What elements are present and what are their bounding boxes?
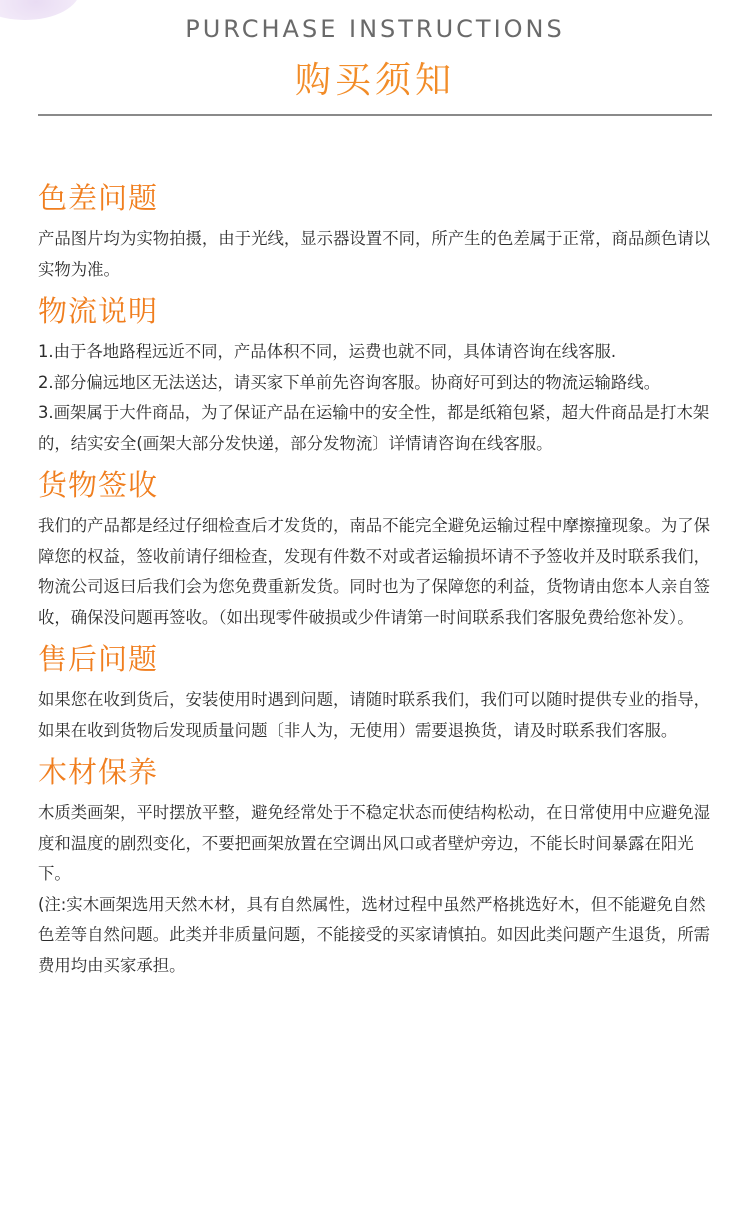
section-wood-care <box>38 752 718 981</box>
header-title-zh: 购买须知 <box>294 60 455 101</box>
section-paragraph: 木质类画架，平时摆放平整，避免经常处于不稳定状态而使结构松动，在日常使用中应避免湿度和温度的剧烈变化，不要把画架放置在空调出风口或者壁炉旁边，不能长时间暴露在阳光下。 <box>38 803 711 883</box>
section-title: 木材保养 <box>38 755 159 789</box>
section-title: 色差问题 <box>38 181 159 215</box>
section-paragraph: 1.由于各地路程远近不同，产品体积不同，运费也就不同，具体请咨询在线客服. <box>38 342 617 361</box>
section-goods-receipt <box>38 465 718 633</box>
section-paragraph: 我们的产品都是经过仔细检查后才发货的，南品不能完全避免运输过程中摩擦撞现象。为了保障您的权益，签收前请仔细检查，发现有件数不对或者运输损坏请不予签收并及时联系我们，物流公司返曰后我们会为您免费重新发货。同时也为了保障您的利益，货物请由您本人亲自签收，确保没问题再签收。（如出现零件破损或少件请第一时间联系我们客服免费给您补发）。 <box>38 516 711 627</box>
section-title: 售后问题 <box>38 642 159 676</box>
section-paragraph: 3.画架属于大件商品，为了保证产品在运输中的安全性，都是纸箱包紧，超大件商品是打木架的，结实安全(画架大部分发快递，部分发物流〕详情请咨询在线客服。 <box>38 403 710 453</box>
section-paragraph: 2.部分偏远地区无法送达，请买家下单前先咨询客服。协商好可到达的物流运输路线。 <box>38 372 661 392</box>
section-after-sales <box>38 639 718 746</box>
section-logistics <box>38 291 718 459</box>
header-title-en: PURCHASE INSTRUCTIONS <box>185 15 565 43</box>
section-paragraph: 产品图片均为实物拍摄，由于光线，显示器设置不同，所产生的色差属于正常，商品颜色请以实物为准。 <box>38 229 711 279</box>
section-title: 货物签收 <box>38 468 159 502</box>
section-title: 物流说明 <box>38 294 159 328</box>
section-paragraph: (注:实木画架选用天然木材，具有自然属性，选材过程中虽然严格挑选好木，但不能避免自然色差等自然问题。此类并非质量问题，不能接受的买家请慎拍。如因此类问题产生退货，所需费用均由买家承担。 <box>38 894 711 975</box>
section-color-difference <box>38 178 718 285</box>
section-paragraph: 如果您在收到货后，安装使用时遇到问题，请随时联系我们，我们可以随时提供专业的指导，如果在收到货物后发现质量问题〔非人为，无使用）需要退换货，请及时联系我们客服。 <box>38 690 711 740</box>
header-divider <box>38 114 712 116</box>
instructions-content <box>38 178 718 987</box>
